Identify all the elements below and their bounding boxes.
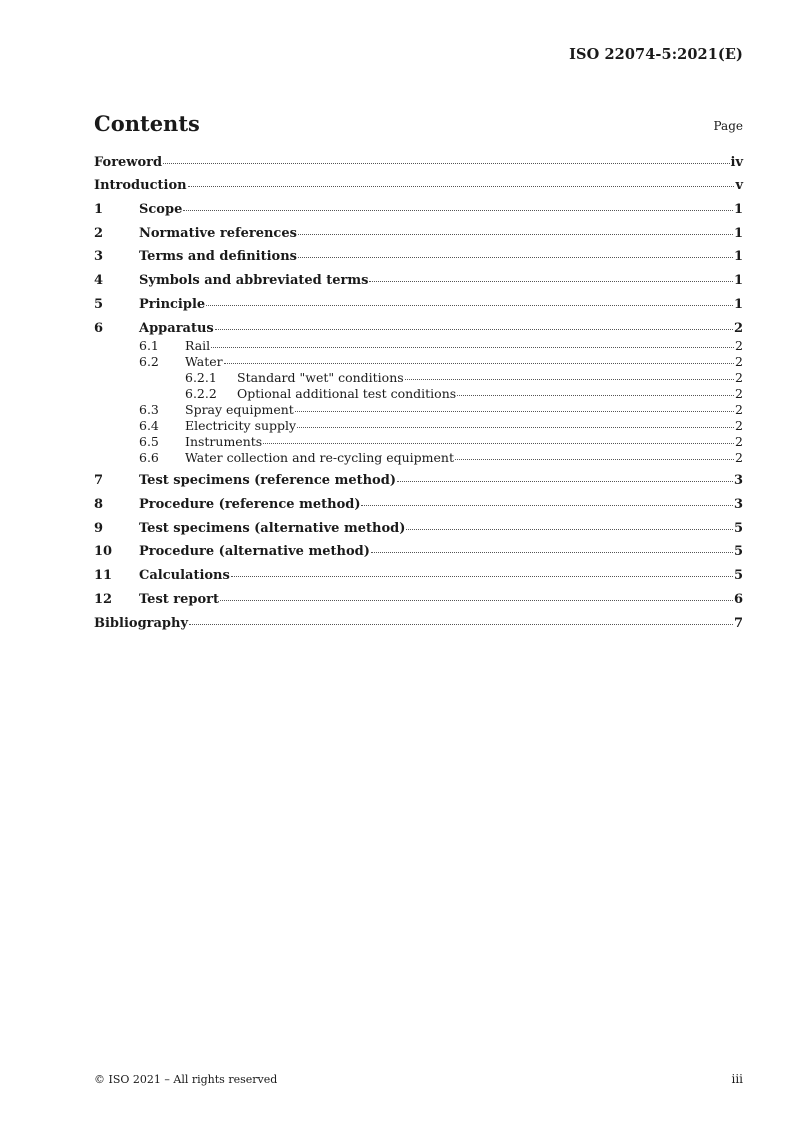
toc-entry-number: 4: [94, 273, 104, 288]
dot-leader: [295, 411, 734, 412]
toc-entry-page: 2: [735, 338, 743, 353]
dot-leader: [298, 257, 733, 258]
toc-entry-number: 6: [94, 321, 104, 336]
dot-leader: [189, 624, 733, 625]
toc-entry-number: 8: [94, 497, 104, 512]
toc-entry-title: Scope: [139, 202, 183, 217]
dot-leader: [183, 210, 733, 211]
toc-entry-number: 6.4: [139, 418, 159, 433]
dot-leader: [406, 529, 733, 530]
toc-entry-test-specimens-reference[interactable]: [94, 473, 743, 488]
toc-entry-page: 2: [735, 386, 743, 401]
toc-entry-page: v: [735, 178, 743, 193]
page-number: iii: [731, 1072, 743, 1086]
toc-entry-page: 6: [733, 592, 743, 607]
dot-leader: [405, 379, 734, 380]
toc-entry-page: 7: [733, 616, 743, 631]
toc-entry-foreword[interactable]: [94, 155, 743, 170]
toc-entry-principle[interactable]: [94, 297, 743, 312]
toc-entry-rail[interactable]: [94, 338, 743, 353]
toc-entry-number: 6.2.1: [185, 370, 217, 385]
toc-entry-page: 5: [733, 544, 743, 559]
toc-entry-number: 12: [94, 592, 113, 607]
toc-entry-number: 6.2: [139, 354, 159, 369]
toc-entry-standard-wet-conditions[interactable]: [94, 370, 743, 385]
toc-entry-title: Test report: [139, 592, 220, 607]
toc-entry-page: 1: [733, 202, 743, 217]
toc-entry-page: 1: [733, 249, 743, 264]
toc-entry-page: 2: [735, 434, 743, 449]
toc-entry-water-collection[interactable]: [94, 450, 743, 465]
dot-leader: [215, 329, 733, 330]
toc-entry-title: Calculations: [139, 568, 230, 583]
dot-leader: [206, 305, 733, 306]
toc-entry-number: 11: [94, 568, 113, 583]
toc-entry-number: 6.3: [139, 402, 159, 417]
toc-entry-title: Test specimens (alternative method): [139, 521, 406, 536]
dot-leader: [220, 600, 733, 601]
toc-entry-title: Test specimens (reference method): [139, 473, 396, 488]
toc-entry-number: 6.2.2: [185, 386, 217, 401]
dot-leader: [397, 481, 733, 482]
toc-entry-apparatus[interactable]: [94, 321, 743, 336]
toc-entry-title: Water: [185, 354, 223, 369]
toc-entry-number: 9: [94, 521, 104, 536]
toc-entry-title: Apparatus: [139, 321, 214, 336]
toc-entry-test-specimens-alternative[interactable]: [94, 521, 743, 536]
dot-leader: [163, 163, 729, 164]
toc-entry-procedure-alternative[interactable]: [94, 544, 743, 559]
toc-entry-page: 2: [735, 354, 743, 369]
dot-leader: [457, 395, 734, 396]
dot-leader: [455, 459, 734, 460]
dot-leader: [371, 552, 733, 553]
toc-entry-page: 2: [735, 402, 743, 417]
toc-entry-page: 1: [733, 226, 743, 241]
toc-entry-number: 6.6: [139, 450, 159, 465]
toc-entry-title: Symbols and abbreviated terms: [139, 273, 369, 288]
toc-entry-page: 5: [733, 521, 743, 536]
dot-leader: [211, 347, 734, 348]
dot-leader: [298, 234, 733, 235]
toc-entry-title: Bibliography: [94, 616, 189, 631]
toc-entry-number: 6.5: [139, 434, 159, 449]
toc-entry-page: iv: [730, 155, 743, 170]
toc-entry-title: Introduction: [94, 178, 187, 193]
dot-leader: [361, 505, 732, 506]
toc-entry-title: Terms and definitions: [139, 249, 297, 264]
toc-entry-instruments[interactable]: [94, 434, 743, 449]
toc-entry-water[interactable]: [94, 354, 743, 369]
toc-entry-title: Electricity supply: [185, 418, 297, 433]
toc-entry-page: 5: [733, 568, 743, 583]
toc-entry-terms-and-definitions[interactable]: [94, 249, 743, 264]
toc-entry-test-report[interactable]: [94, 592, 743, 607]
toc-entry-spray-equipment[interactable]: [94, 402, 743, 417]
toc-entry-bibliography[interactable]: [94, 616, 743, 631]
toc-entry-page: 2: [735, 418, 743, 433]
toc-entry-title: Optional additional test conditions: [237, 386, 457, 401]
dot-leader: [188, 186, 735, 187]
dot-leader: [231, 576, 733, 577]
toc-entry-number: 6.1: [139, 338, 159, 353]
toc-entry-page: 3: [733, 473, 743, 488]
toc-entry-page: 2: [733, 321, 743, 336]
dot-leader: [369, 281, 732, 282]
toc-entry-page: 3: [733, 497, 743, 512]
toc-entry-page: 1: [733, 273, 743, 288]
toc-entry-page: 1: [733, 297, 743, 312]
toc-entry-title: Standard "wet" conditions: [237, 370, 404, 385]
toc-entry-symbols[interactable]: [94, 273, 743, 288]
toc-entry-number: 3: [94, 249, 104, 264]
toc-entry-number: 10: [94, 544, 113, 559]
toc-entry-scope[interactable]: [94, 202, 743, 217]
page-column-label: Page: [713, 119, 743, 133]
dot-leader: [224, 363, 734, 364]
dot-leader: [263, 443, 734, 444]
toc-entry-number: 2: [94, 226, 104, 241]
toc-entry-normative-references[interactable]: [94, 226, 743, 241]
copyright-notice: © ISO 2021 – All rights reserved: [94, 1073, 278, 1086]
toc-entry-introduction[interactable]: [94, 178, 743, 193]
toc-entry-title: Water collection and re-cycling equipment: [185, 450, 455, 465]
toc-entry-title: Principle: [139, 297, 206, 312]
toc-entry-title: Rail: [185, 338, 211, 353]
toc-entry-title: Foreword: [94, 155, 163, 170]
toc-entry-calculations[interactable]: [94, 568, 743, 583]
toc-entry-title: Procedure (alternative method): [139, 544, 370, 559]
document-id: ISO 22074-5:2021(E): [569, 46, 743, 63]
toc-entry-title: Procedure (reference method): [139, 497, 361, 512]
toc-entry-title: Normative references: [139, 226, 297, 241]
toc-entry-number: 5: [94, 297, 104, 312]
toc-entry-procedure-reference[interactable]: [94, 497, 743, 512]
toc-entry-number: 7: [94, 473, 104, 488]
toc-entry-title: Instruments: [185, 434, 263, 449]
toc-entry-electricity-supply[interactable]: [94, 418, 743, 433]
toc-entry-optional-test-conditions[interactable]: [94, 386, 743, 401]
toc-entry-title: Spray equipment: [185, 402, 294, 417]
dot-leader: [297, 427, 734, 428]
page-title: Contents: [94, 111, 200, 136]
toc-entry-number: 1: [94, 202, 104, 217]
toc-entry-page: 2: [735, 370, 743, 385]
toc-entry-page: 2: [735, 450, 743, 465]
